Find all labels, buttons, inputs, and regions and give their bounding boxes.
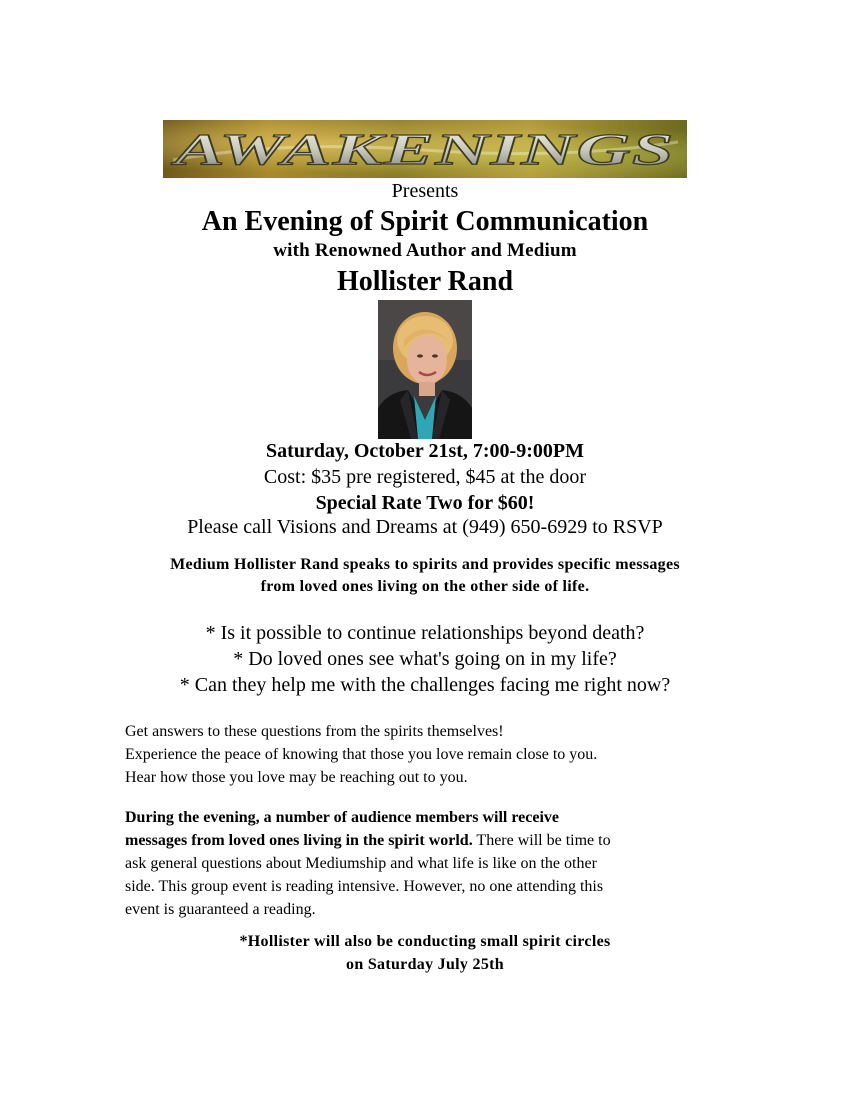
question-1: * Is it possible to continue relationships beyond death? <box>205 622 645 644</box>
answers-line-1: Get answers to these questions from the spirits themselves! <box>125 723 504 740</box>
event-cost: Cost: $35 pre registered, $45 at the door <box>263 466 587 488</box>
description-line-1: Medium Hollister Rand speaks to spirits and provides specific messages <box>170 556 680 573</box>
evening-line-5: event is guaranteed a reading. <box>125 901 316 918</box>
answers-line-2: Experience the peace of knowing that those you love remain close to you. <box>125 746 598 763</box>
answers-line-3: Hear how those you love may be reaching out to you. <box>125 769 468 786</box>
event-date: Saturday, October 21st, 7:00-9:00PM <box>266 440 584 462</box>
awakenings-logo <box>163 120 687 178</box>
medium-portrait-photo <box>378 300 472 439</box>
special-rate: Special Rate Two for $60! <box>315 492 535 514</box>
awakenings-logo-banner <box>163 120 687 178</box>
evening-paragraph <box>125 806 735 921</box>
event-subtitle: with Renowned Author and Medium <box>273 240 577 261</box>
medium-name: Hollister Rand <box>336 266 514 297</box>
evening-line-3: ask general questions about Mediumship and what life is like on the other <box>125 855 597 872</box>
evening-line-2 <box>125 829 735 852</box>
evening-line-2-rest: There will be time to <box>472 832 611 849</box>
event-title: An Evening of Spirit Communication <box>201 206 649 237</box>
question-2: * Do loved ones see what's going on in my life? <box>233 648 617 670</box>
evening-line-4: side. This group event is reading intensive. However, no one attending this <box>125 878 604 895</box>
evening-line-2-bold: messages from loved ones living in the spirit world. <box>125 832 473 849</box>
answers-paragraph <box>125 720 735 789</box>
description-line-2: from loved ones living on the other side of life. <box>260 578 590 595</box>
logo-text: AWAKENINGS <box>169 125 675 174</box>
closing-line-2: on Saturday July 25th <box>346 956 504 973</box>
evening-line-1: During the evening, a number of audience members will receive <box>125 809 560 826</box>
presents-label: Presents <box>391 180 459 202</box>
question-3: * Can they help me with the challenges facing me right now? <box>179 674 671 696</box>
closing-line-1: *Hollister will also be conducting small spirit circles <box>239 933 611 950</box>
rsvp-line: Please call Visions and Dreams at (949) 650-6929 to RSVP <box>187 516 663 538</box>
